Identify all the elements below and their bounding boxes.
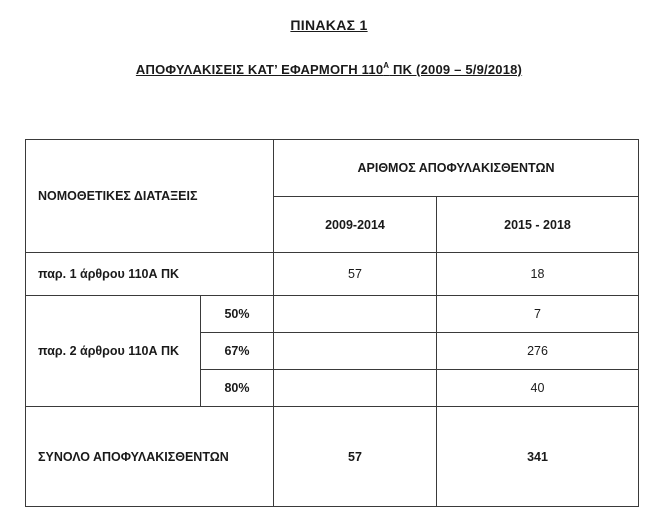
cell-67-period-1 [274, 333, 437, 370]
row-label-par2: παρ. 2 άρθρου 110Α ΠΚ [26, 296, 201, 407]
table-header-row [26, 140, 639, 197]
page-subtitle [0, 62, 658, 77]
row-label-par1: παρ. 1 άρθρου 110Α ΠΚ [26, 253, 274, 296]
page-title: ΠΙΝΑΚΑΣ 1 [290, 17, 368, 33]
subtitle-superscript: Α [383, 61, 390, 70]
header-released-count: ΑΡΙΘΜΟΣ ΑΠΟΦΥΛΑΚΙΣΘΕΝΤΩΝ [274, 140, 639, 197]
release-statistics-table [25, 139, 639, 507]
cell-50-period-1 [274, 296, 437, 333]
cell-par1-period-2: 18 [437, 253, 639, 296]
cell-par1-period-1: 57 [274, 253, 437, 296]
cell-80-period-2: 40 [437, 370, 639, 407]
cell-pct-80: 80% [201, 370, 274, 407]
header-period-2015-2018: 2015 - 2018 [437, 197, 639, 253]
cell-80-period-1 [274, 370, 437, 407]
cell-pct-50: 50% [201, 296, 274, 333]
cell-pct-67: 67% [201, 333, 274, 370]
subtitle-text-start: ΑΠΟΦΥΛΑΚΙΣΕΙΣ ΚΑΤ’ ΕΦΑΡΜΟΓΗ 110 [135, 62, 384, 77]
header-provisions: ΝΟΜΟΘΕΤΙΚΕΣ ΔΙΑΤΑΞΕΙΣ [26, 140, 274, 253]
cell-total-period-2: 341 [437, 407, 639, 507]
cell-50-period-2: 7 [437, 296, 639, 333]
table-total-row [26, 407, 639, 507]
header-period-2009-2014: 2009-2014 [274, 197, 437, 253]
subtitle-text-end: ΠΚ (2009 – 5/9/2018) [389, 62, 523, 77]
row-label-total: ΣΥΝΟΛΟ ΑΠΟΦΥΛΑΚΙΣΘΕΝΤΩΝ [26, 407, 274, 507]
table-row [26, 253, 639, 296]
cell-total-period-1: 57 [274, 407, 437, 507]
cell-67-period-2: 276 [437, 333, 639, 370]
table-row [26, 296, 639, 333]
